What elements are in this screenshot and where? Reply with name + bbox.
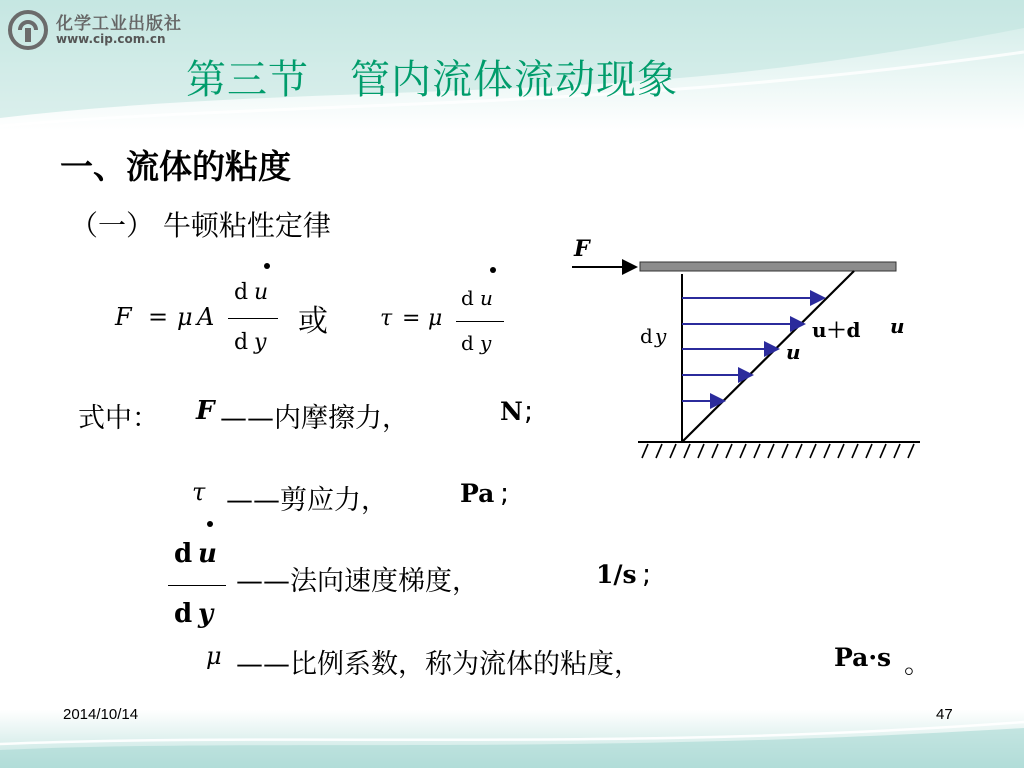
formula-equals: = [148,303,169,331]
footer-page-number: 47 [936,706,953,723]
diagram-u-label: u [786,340,801,364]
definition-tau-unit: Pa [460,479,495,508]
definition-intro: 式中： [78,403,159,434]
definition-mu-unit: Pa·s [834,643,892,672]
definition-mu-end: 。 [904,649,931,680]
definition-tau-symbol: τ [192,478,206,506]
wall-hatching [642,444,914,458]
formula-equals-2: = [402,306,421,331]
definition-F-unit: N [500,397,523,426]
diagram-force-label: F [574,236,590,262]
dot-accent [264,263,270,269]
formula-num-u-2: u [480,286,493,310]
subsection-heading: （一） 牛顿粘性定律 [70,209,331,242]
definition-F-text: ——内摩擦力， [220,403,409,434]
footer-date: 2014/10/14 [63,706,139,723]
gradient-fraction-bar [168,585,226,586]
definition-mu-text: ——比例系数，称为流体的粘度， [236,649,641,680]
definition-tau-end: ; [500,478,510,509]
definition-gradient-end: ; [642,559,652,590]
publisher-logo-icon [6,8,50,52]
definition-tau-text: ——剪应力， [226,485,388,516]
diagram-u-plus-du-u: u [890,314,905,338]
publisher-logo [6,8,196,52]
velocity-profile-svg [560,236,930,466]
formula-F: F [115,303,132,331]
footer-wave-decoration [0,698,1024,768]
dot-accent [490,267,496,273]
formula-den-y-2: y [480,331,492,355]
publisher-name: 化学工业出版社 [56,14,182,34]
formula-mu: μ [177,303,193,331]
moving-plate [640,262,896,271]
section-heading: 一、流体的粘度 [60,147,291,186]
formula-mu-2: μ [428,306,443,331]
definition-F-symbol: F [196,396,215,426]
formula-den-d: d [234,330,249,355]
gradient-num-u: u [198,539,217,569]
gradient-num-d: d [174,539,193,569]
formula-num-u: u [254,280,269,305]
fraction-bar-2 [456,321,504,322]
definition-gradient-unit: 1/s [596,560,637,589]
dot-accent [207,521,213,527]
slide-title: 第三节 管内流体流动现象 [186,57,678,103]
diagram-dy-d: d [640,324,653,348]
velocity-profile-diagram [560,236,930,466]
formula-den-y: y [254,330,267,355]
gradient-den-y: y [198,599,214,629]
definition-mu-symbol: μ [206,642,222,670]
formula-tau: τ [380,306,393,331]
definition-gradient-text: ——法向速度梯度， [236,566,479,597]
gradient-den-d: d [174,599,193,629]
formula-num-d-2: d [461,286,474,310]
velocity-profile-line [682,271,854,442]
fraction-bar [228,318,278,319]
publisher-url: www.cip.com.cn [56,32,166,46]
diagram-u-plus-du: u＋d [812,318,861,342]
diagram-dy-y: y [655,324,667,348]
formula-or: 或 [298,304,328,339]
formula-den-d-2: d [461,331,474,355]
formula-A: A [197,303,215,331]
definition-F-end: ; [524,396,534,427]
formula-num-d: d [234,280,249,305]
